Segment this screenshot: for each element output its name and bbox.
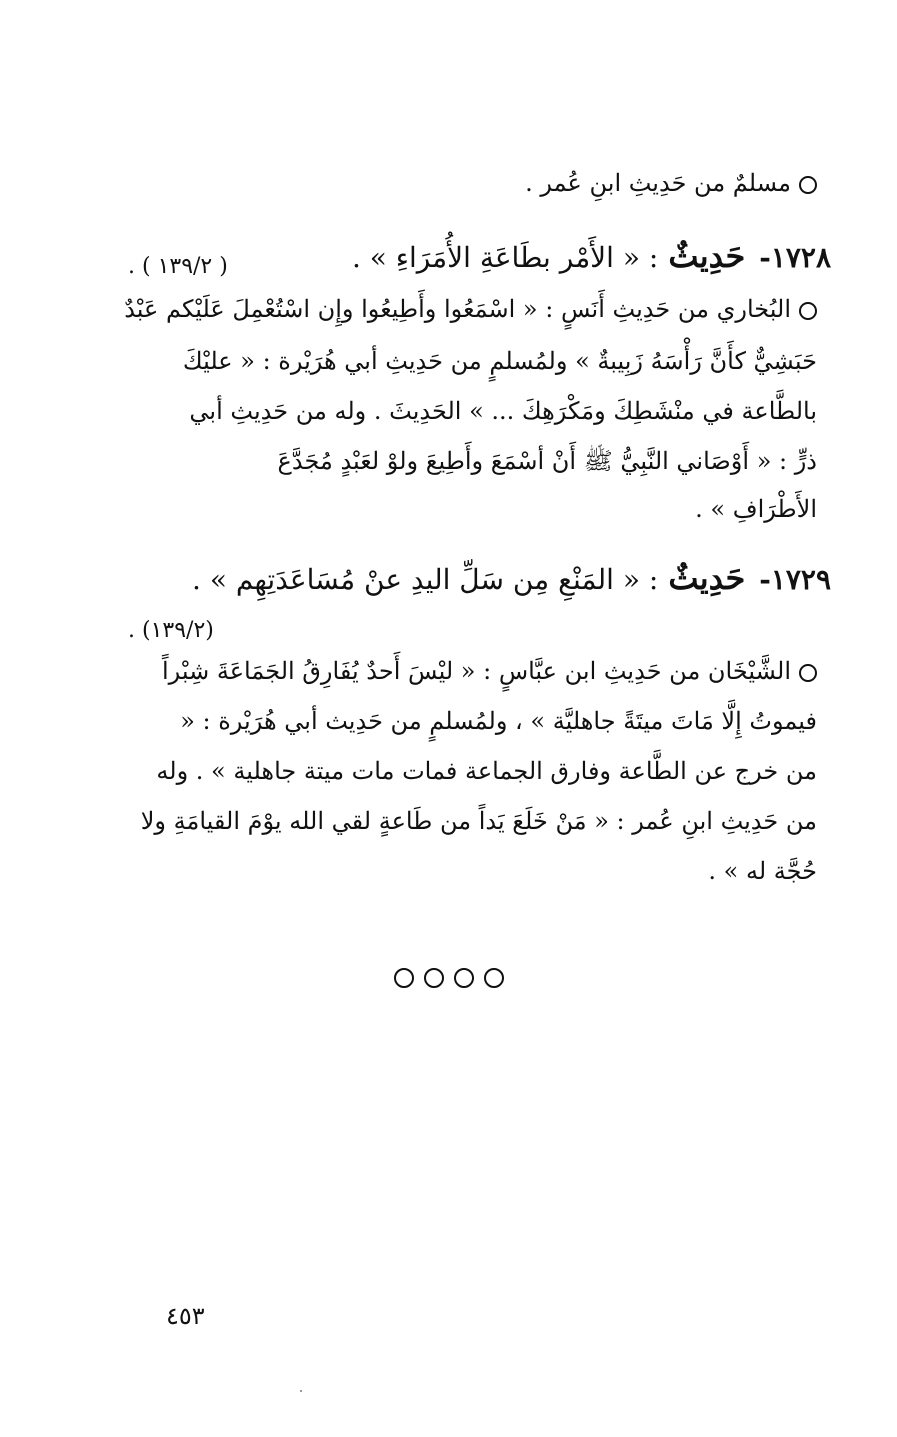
entry-line-text: فيموتُ إِلَّا مَاتَ ميتَةً جاهليَّة » ، ولمُسلمٍ من حَدِيث أبي هُرَيْرة : « — [180, 707, 817, 735]
entry-line-text: ذرٍّ : « أَوْصَاني النَّبِيُّ ﷺ أَنْ أسْمَعَ وأَطِيعَ ولوْ لعَبْدٍ مُجَدَّعَ — [277, 447, 817, 475]
entry-line-text: الأَطْرَافِ » . — [695, 495, 817, 523]
entry-keyword: حَدِيثٌ — [668, 237, 746, 275]
entry-ref-1728 — [128, 254, 228, 279]
entry-body-line — [156, 756, 817, 786]
entry-line-text: من خرج عن الطَّاعة وفارق الجماعة فمات مات ميتة جاهلية » . وله — [156, 757, 817, 785]
entry-keyword: حَدِيثٌ — [668, 559, 746, 597]
circle-ornament-icon — [454, 968, 474, 988]
entry-number: ١٧٢٩- — [759, 563, 831, 596]
circle-ornament-icon — [424, 968, 444, 988]
entry-body-line — [180, 706, 817, 736]
entry-heading-1728 — [352, 238, 831, 276]
entry-line-text: حَبَشِيٌّ كأَنَّ رَأْسَهُ زَبِيبةٌ » ولمُسلمٍ من حَدِيثِ أبي هُرَيْرة : « عليْكَ — [182, 347, 817, 375]
entry-title: : « المَنْعِ مِن سَلِّ اليدِ عنْ مُسَاعَدَتِهِم » . — [192, 563, 659, 596]
entry-body-line — [162, 656, 817, 686]
entry-line-text: من حَدِيثِ ابنِ عُمر : « مَنْ خَلَعَ يَداً من طَاعةٍ لقي الله يوْمَ القيامَةِ ولا — [140, 807, 817, 835]
entry-body-line — [189, 396, 817, 426]
entry-ref-text: (١٣٩/٢) . — [128, 618, 214, 643]
page-number: ٤٥٣ — [166, 1302, 205, 1330]
entry-line-text: بالطَّاعة في منْشَطِكَ ومَكْرَهِكَ ... » الحَدِيثَ . وله من حَدِيثِ أبي — [189, 397, 817, 425]
entry-body-line — [141, 806, 817, 836]
entry-ref-1729 — [128, 618, 214, 643]
entry-body-line — [124, 294, 817, 324]
circle-bullet-icon — [799, 302, 817, 320]
entry-ref-text: ( ١٣٩/٢ ) . — [128, 254, 228, 279]
entry-heading-1729 — [192, 560, 831, 598]
section-end-ornament — [0, 968, 897, 992]
entry-line-text: البُخاري من حَدِيثِ أَنَسٍ : « اسْمَعُوا وأَطِيعُوا وإِن اسْتُعْمِلَ عَلَيْكم عَبْدٌ — [124, 295, 791, 323]
circle-ornament-icon — [394, 968, 414, 988]
entry-title: : « الأَمْر بطَاعَةِ الأُمَرَاءِ » . — [351, 241, 659, 274]
entry-body-line — [278, 446, 817, 476]
circle-bullet-icon — [799, 176, 817, 194]
entry-body-line — [708, 856, 817, 886]
entry-body-line — [183, 346, 817, 376]
intro-text: مسلمٌ من حَدِيثِ ابنِ عُمر . — [525, 169, 791, 197]
circle-ornament-icon — [484, 968, 504, 988]
circle-bullet-icon — [799, 664, 817, 682]
scan-speck — [300, 1390, 302, 1392]
entry-line-text: الشَّيْخَان من حَدِيثِ ابن عبَّاسٍ : « ليْسَ أَحدٌ يُفَارِقُ الجَمَاعَةَ شِبْراً — [161, 657, 791, 685]
intro-line — [525, 168, 817, 198]
entry-line-text: حُجَّة له » . — [708, 857, 817, 885]
entry-number: ١٧٢٨- — [759, 241, 831, 274]
entry-body-line — [695, 494, 817, 524]
